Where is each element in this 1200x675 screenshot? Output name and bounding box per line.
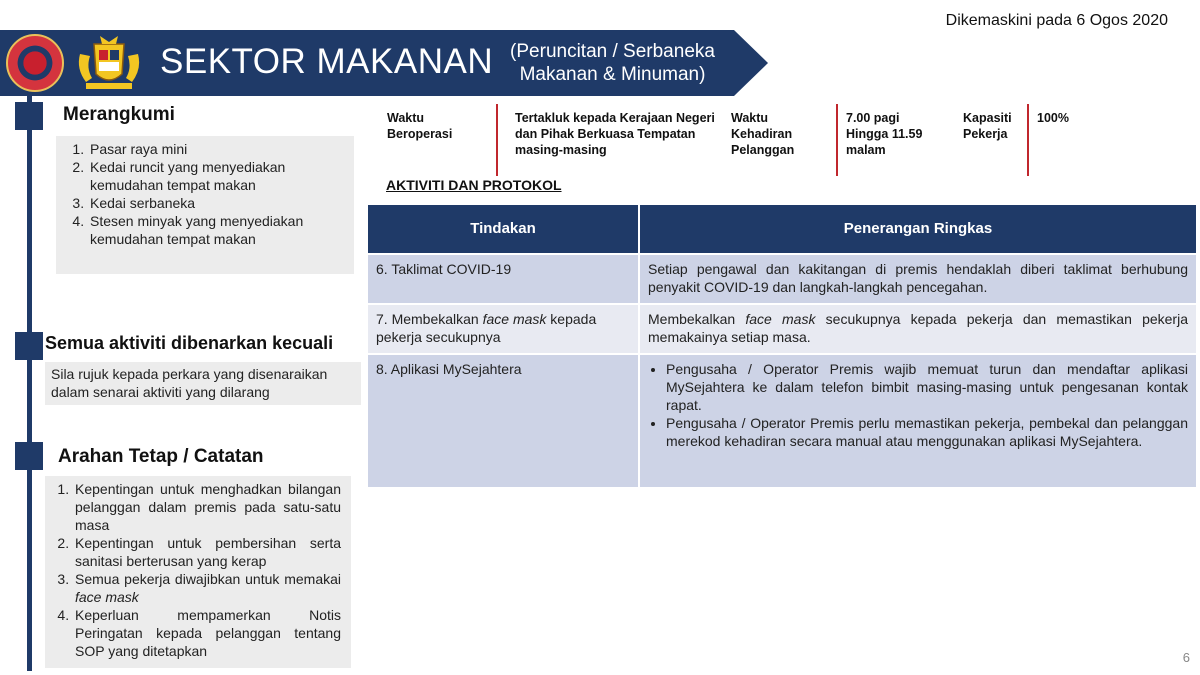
protocol-table (366, 203, 1198, 489)
arahan-item-3-text: Semua pekerja diwajibkan untuk memakai face mask (75, 571, 341, 605)
kecuali-text: Sila rujuk kepada perkara yang disenaraikan dalam senarai aktiviti yang dilarang (51, 366, 328, 400)
table-row (367, 304, 1197, 354)
list-item: • Pengusaha / Operator Premis wajib memuat turun dan mendaftar aplikasi MySejahtera ke dalam telefon bimbit masing-masing untuk pengesanan kontak rapat. (666, 360, 1188, 414)
kapasiti-value: 100% (1037, 111, 1069, 125)
description-cell: Setiap pengawal dan kakitangan di premis hendaklah diberi taklimat berhubung penyakit COVID-19 dan langkah-langkah pencegahan. (639, 254, 1197, 304)
merangkumi-box (56, 136, 354, 274)
column-header-penerangan: Penerangan Ringkas (639, 204, 1197, 254)
arahan-box (45, 476, 351, 668)
table-header-row (367, 204, 1197, 254)
list-item: 1. Pasar raya mini (88, 140, 354, 158)
action-cell: 8. Aplikasi MySejahtera (367, 354, 639, 488)
kecuali-box (45, 362, 361, 405)
kapasiti-label: Kapasiti Pekerja (963, 111, 1012, 141)
coat-of-arms-icon (72, 34, 146, 92)
section-marker (15, 332, 43, 360)
divider (836, 104, 838, 176)
page-subtitle: (Peruncitan / Serbaneka Makanan & Minuman) (510, 41, 715, 85)
updated-date: Dikemaskini pada 6 Ogos 2020 (945, 12, 1168, 29)
arahan-title: Arahan Tetap / Catatan (58, 446, 264, 467)
kecuali-title: Semua aktiviti dibenarkan kecuali (45, 333, 334, 353)
arahan-list (51, 480, 341, 660)
list-item (73, 570, 341, 606)
list-item: • Pengusaha / Operator Premis perlu memastikan pekerja, pembekal dan pelanggan merekod kehadiran secara manual atau menggunakan aplikasi MySejahtera. (666, 414, 1188, 450)
section-marker (15, 442, 43, 470)
divider (496, 104, 498, 176)
merangkumi-title: Merangkumi (63, 104, 175, 125)
timeline-spine (27, 96, 32, 671)
list-item: 3. Kedai serbaneka (88, 194, 354, 212)
waktu-kehadiran-value: 7.00 pagi Hingga 11.59 malam (846, 111, 923, 157)
list-item: 4. Keperluan mempamerkan Notis Peringatan kepada pelanggan tentang SOP yang ditetapkan (73, 606, 341, 660)
list-item: 2. Kepentingan untuk pembersihan serta sanitasi berterusan yang kerap (73, 534, 341, 570)
list-item: 1. Kepentingan untuk menghadkan bilangan pelanggan dalam premis pada satu-satu masa (73, 480, 341, 534)
action-cell: 7. Membekalkan face mask kepada pekerja secukupnya (367, 304, 639, 354)
column-header-tindakan: Tindakan (367, 204, 639, 254)
page-number: 6 (1182, 650, 1190, 665)
table-row (367, 354, 1197, 488)
table-row (367, 254, 1197, 304)
section-marker (15, 102, 43, 130)
merangkumi-list (56, 140, 354, 248)
bullet-list (648, 360, 1188, 450)
waktu-beroperasi-value: Tertakluk kepada Kerajaan Negeri dan Pihak Berkuasa Tempatan masing-masing (515, 111, 715, 157)
waktu-kehadiran-label: Waktu Kehadiran Pelanggan (731, 111, 795, 157)
action-cell: 6. Taklimat COVID-19 (367, 254, 639, 304)
list-item: 2. Kedai runcit yang menyediakan kemudahan tempat makan (88, 158, 354, 194)
divider (1027, 104, 1029, 176)
waktu-beroperasi-label: Waktu Beroperasi (387, 111, 453, 141)
description-cell (639, 354, 1197, 488)
protocol-heading: AKTIVITI DAN PROTOKOL (386, 177, 562, 193)
list-item: 4. Stesen minyak yang menyediakan kemudahan tempat makan (88, 212, 354, 248)
agency-logo-icon (6, 34, 64, 92)
description-cell: Membekalkan face mask secukupnya kepada pekerja dan memastikan pekerja memakainya setiap masa. (639, 304, 1197, 354)
page-title: SEKTOR MAKANAN (160, 42, 494, 81)
